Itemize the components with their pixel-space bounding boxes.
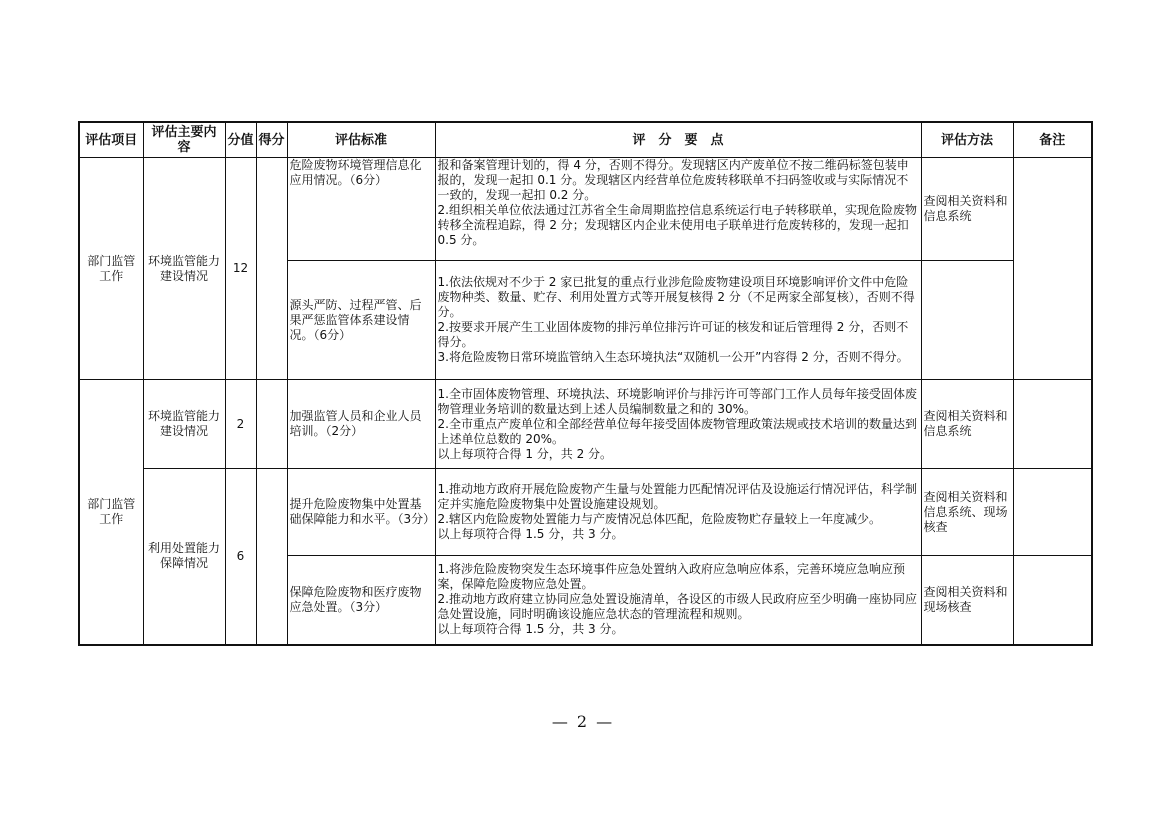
- point-line: 2.组织相关单位依法通过江苏省全生命周期监控信息系统运行电子转移联单，实现危险废物转移全流程追踪，得 2 分；发现辖区内企业未使用电子联单进行危废转移的，发现一起扣 0.5 分。: [437, 203, 917, 247]
- content-cell: 环境监管能力建设情况: [143, 158, 225, 380]
- point-line: 3.将危险废物日常环境监管纳入生态环境执法“双随机一公开”内容得 2 分，否则不得分。: [437, 350, 909, 364]
- method-cell: 查阅相关资料和信息系统: [921, 380, 1013, 469]
- item-cell: 部门监管工作: [79, 158, 143, 380]
- header-standard: 评估标准: [287, 122, 435, 158]
- point-line: 1.推动地方政府开展危险废物产生量与处置能力匹配情况评估及设施运行情况评估，科学制定并实施危险废物集中处置设施建设规划。: [437, 482, 917, 511]
- header-item: 评估项目: [79, 122, 143, 158]
- header-points: 评 分 要 点: [435, 122, 921, 158]
- content-cell: 利用处置能力保障情况: [143, 469, 225, 645]
- method-cell: [921, 261, 1013, 380]
- table-header-row: [79, 122, 1092, 158]
- points-cell: [435, 469, 921, 556]
- header-content: 评估主要内容: [143, 122, 225, 158]
- remark-cell: [1013, 469, 1092, 556]
- point-line: 1.依法依规对不少于 2 家已批复的重点行业涉危险废物建设项目环境影响评价文件中危险废物种类、数量、贮存、利用处置方式等开展复核得 2 分（不足两家全部复核），否则不得分。: [437, 275, 915, 319]
- point-line: 1.将涉危险废物突发生态环境事件应急处置纳入政府应急响应体系，完善环境应急响应预案，保障危险废物应急处置。: [437, 562, 905, 592]
- points-cell: [435, 261, 921, 380]
- remark-cell: [1013, 556, 1092, 645]
- item-cell: 部门监管工作: [79, 380, 143, 645]
- evaluation-table: [78, 121, 1093, 646]
- obtained-cell: [256, 469, 287, 645]
- point-line: 1.全市固体废物管理、环境执法、环境影响评价与排污许可等部门工作人员每年接受固体废物管理业务培训的数量达到上述人员编制数量之和的 30%。: [437, 386, 917, 416]
- point-line: 以上每项符合得 1.5 分，共 3 分。: [437, 527, 624, 541]
- standard-cell: 源头严防、过程严管、后果严惩监管体系建设情况。（6分）: [287, 261, 435, 380]
- standard-cell: 提升危险废物集中处置基础保障能力和水平。（3分）: [287, 469, 435, 556]
- score-cell: 6: [225, 469, 256, 645]
- header-score: 分值: [225, 122, 256, 158]
- obtained-cell: [256, 380, 287, 469]
- score-cell: 2: [225, 380, 256, 469]
- point-line: 2.辖区内危险废物处置能力与产废情况总体匹配，危险废物贮存量较上一年度减少。: [437, 512, 881, 526]
- points-cell: [435, 158, 921, 261]
- page-number: — 2 —: [551, 712, 615, 731]
- point-line: 报和备案管理计划的，得 4 分，否则不得分。发现辖区内产废单位不按二维码标签包装申报的，发现一起扣 0.1 分。发现辖区内经营单位危废转移联单不扫码签收或与实际情况不一致的，发现一起扣 0.2 分。: [437, 158, 909, 202]
- method-cell: 查阅相关资料和信息系统、现场核查: [921, 469, 1013, 556]
- remark-cell: [1013, 380, 1092, 469]
- method-cell: 查阅相关资料和信息系统: [921, 158, 1013, 261]
- point-line: 以上每项符合得 1.5 分，共 3 分。: [437, 622, 624, 637]
- table-row: [79, 158, 1092, 261]
- standard-cell: 加强监管人员和企业人员培训。（2分）: [287, 380, 435, 469]
- table-row: [79, 469, 1092, 556]
- header-obtained: 得分: [256, 122, 287, 158]
- point-line: 2.全市重点产废单位和全部经营单位每年接受固体废物管理政策法规或技术培训的数量达到上述单位总数的 20%。: [437, 416, 917, 446]
- standard-cell: 保障危险废物和医疗废物应急处置。（3分）: [287, 556, 435, 645]
- score-cell: 12: [225, 158, 256, 380]
- table-row: [79, 380, 1092, 469]
- standard-cell: 危险废物环境管理信息化应用情况。（6分）: [287, 158, 435, 261]
- content-cell: 环境监管能力建设情况: [143, 380, 225, 469]
- point-line: 2.推动地方政府建立协同应急处置设施清单，各设区的市级人民政府应至少明确一座协同应急处置设施，同时明确该设施应急状态的管理流程和规则。: [437, 592, 917, 622]
- method-cell: 查阅相关资料和现场核查: [921, 556, 1013, 645]
- points-cell: [435, 556, 921, 645]
- points-cell: [435, 380, 921, 469]
- point-line: 以上每项符合得 1 分，共 2 分。: [437, 446, 613, 461]
- header-method: 评估方法: [921, 122, 1013, 158]
- remark-cell: [1013, 158, 1092, 380]
- header-remark: 备注: [1013, 122, 1092, 158]
- obtained-cell: [256, 158, 287, 380]
- point-line: 2.按要求开展产生工业固体废物的排污单位排污许可证的核发和证后管理得 2 分，否则不得分。: [437, 320, 909, 349]
